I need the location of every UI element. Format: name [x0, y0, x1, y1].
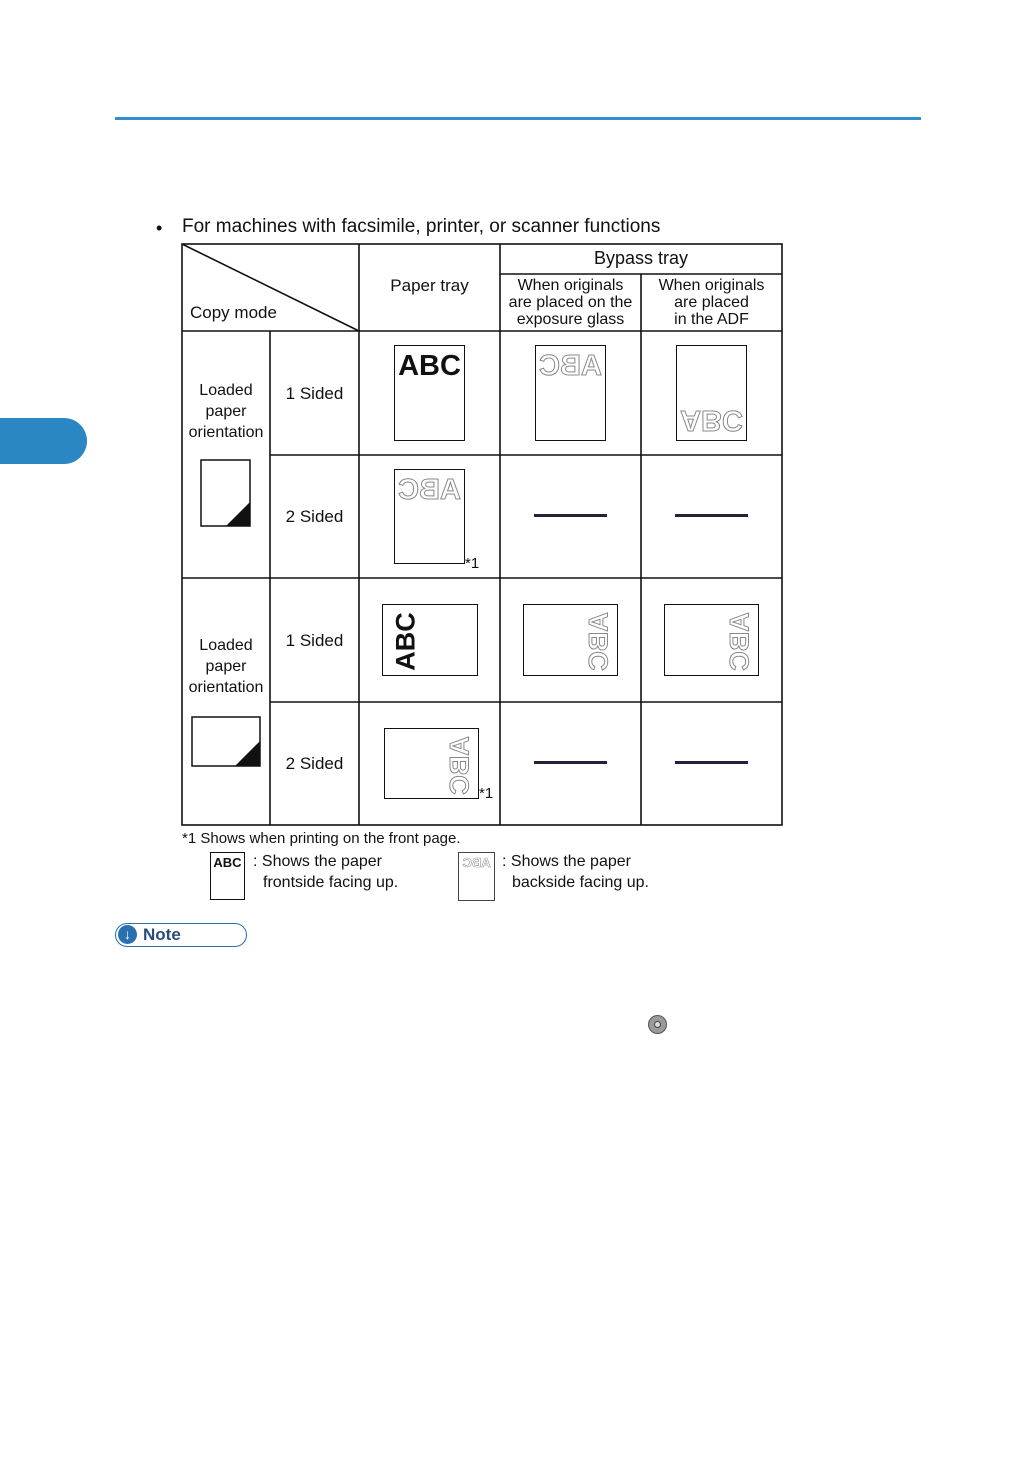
adf-line3: in the ADF	[674, 311, 749, 328]
paper-2sided-portrait	[394, 469, 465, 564]
paper-back-portrait-adf	[676, 345, 747, 441]
sample-text-front: ABC	[398, 350, 461, 382]
note-badge	[115, 923, 247, 947]
footnote-text: *1 Shows when printing on the front page.	[182, 830, 461, 847]
adf-header	[641, 277, 782, 328]
copy-mode-label: Copy mode	[190, 303, 277, 322]
bullet: •	[156, 218, 163, 238]
paper-front-landscape	[382, 604, 478, 676]
legend-front-line2: frontside facing up.	[263, 874, 399, 891]
one-sided-label-landscape: 1 Sided	[285, 631, 344, 650]
exposure-glass-header	[500, 277, 641, 328]
not-applicable-dash	[675, 761, 748, 764]
not-applicable-dash	[534, 514, 607, 517]
paper-tray-header: Paper tray	[390, 276, 469, 295]
footnote-mark-landscape: *1	[479, 785, 494, 802]
sample-text-2sided: ABC	[444, 736, 475, 795]
bypass-tray-header: Bypass tray	[593, 248, 689, 268]
landscape-paper-icon	[191, 716, 262, 768]
paper-front-portrait	[394, 345, 465, 441]
footnote-mark-portrait: *1	[465, 555, 480, 572]
loaded-orientation-label-landscape	[182, 635, 270, 698]
sample-text-back: ABC	[539, 350, 602, 382]
legend-back-line1: : Shows the paper	[502, 853, 631, 870]
loaded-line3: orientation	[188, 424, 264, 441]
exposure-glass-line1: When originals	[517, 277, 624, 294]
sample-text-back-flipped: ABC	[680, 404, 743, 436]
loaded-line2: paper	[205, 403, 247, 420]
note-label: Note	[143, 925, 181, 944]
sample-text-back: ABC	[724, 612, 755, 671]
legend-front-paper	[210, 852, 245, 900]
loaded-line3: orientation	[188, 679, 264, 696]
exposure-glass-line3: exposure glass	[516, 311, 625, 328]
loaded-line1: Loaded	[199, 382, 253, 399]
legend-back-text	[502, 851, 649, 893]
not-applicable-dash	[675, 514, 748, 517]
adf-line1: When originals	[658, 277, 765, 294]
loaded-line2: paper	[205, 658, 247, 675]
exposure-glass-line2: are placed on the	[508, 294, 633, 311]
sample-text-2sided: ABC	[398, 474, 461, 506]
paper-back-landscape-adf	[664, 604, 759, 676]
two-sided-label-portrait: 2 Sided	[285, 507, 344, 526]
legend-back-line2: backside facing up.	[512, 874, 649, 891]
one-sided-label-portrait: 1 Sided	[285, 384, 344, 403]
two-sided-label-landscape: 2 Sided	[285, 754, 344, 773]
legend-back-paper	[458, 852, 495, 901]
paper-back-portrait-glass	[535, 345, 606, 441]
paper-2sided-landscape	[384, 728, 479, 799]
sample-text-back: ABC	[583, 612, 614, 671]
sample-text-front: ABC	[390, 612, 421, 671]
paper-back-landscape-glass	[523, 604, 618, 676]
legend-back-sample: ABC	[462, 855, 491, 870]
legend-front-text	[253, 851, 398, 893]
down-arrow-icon: ↓	[118, 925, 137, 944]
portrait-paper-icon	[200, 459, 252, 529]
legend-front-sample: ABC	[213, 855, 242, 870]
section-heading: For machines with facsimile, printer, or scanner functions	[182, 216, 661, 237]
loaded-orientation-label-portrait	[182, 380, 270, 443]
adf-line2: are placed	[674, 294, 749, 311]
legend-front-line1: : Shows the paper	[253, 853, 382, 870]
loaded-line1: Loaded	[199, 637, 253, 654]
not-applicable-dash	[534, 761, 607, 764]
disc-icon	[648, 1015, 667, 1034]
